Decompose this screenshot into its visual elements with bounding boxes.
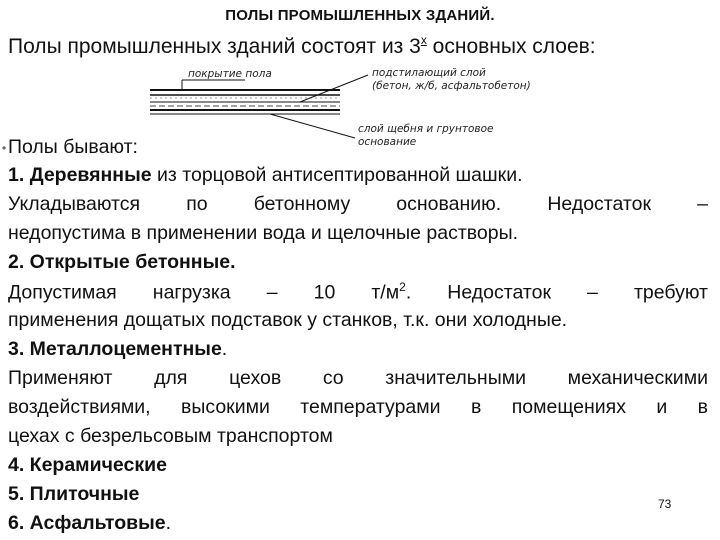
item-2-line-1b: . Недостаток – требуют (405, 281, 708, 304)
intro-text: Полы промышленных зданий состоят из 3 (8, 35, 421, 58)
item-1-line-2: Укладываются по бетонному основанию. Недостаток – (8, 193, 708, 215)
label-floor-covering: покрытие пола (188, 68, 272, 80)
item-3-title (8, 338, 227, 361)
label-gravel-layer: слой щебня и грунтовое (358, 123, 494, 135)
item-1-number: 1. (8, 164, 30, 186)
floors-heading: Полы бывают: (8, 136, 138, 158)
intro-line (8, 33, 596, 59)
item-3-line-3: цехах с безрельсовым транспортом (8, 425, 333, 447)
item-1-rest: из торцовой антисептированной шашки. (151, 164, 523, 186)
intro-superscript: х (420, 33, 427, 47)
item-3-line-2: воздействиями, высокими температурами в помещениях и в (8, 396, 708, 418)
item-3-title-text: 3. Металлоцементные (8, 338, 222, 360)
item-2-line-1 (8, 280, 708, 305)
intro-rest: основных слоев: (426, 35, 596, 58)
item-1-line-3: недопустима в применении вода и щелочные растворы. (8, 222, 519, 244)
item-5 (8, 483, 139, 506)
label-underlayer: подстилающий слой (372, 67, 486, 79)
bullet-mark: • (2, 141, 7, 155)
floor-layers-diagram (150, 62, 550, 160)
item-6 (8, 512, 171, 535)
page-number: 73 (658, 497, 672, 511)
item-6-title: 6. Асфальтовые (8, 512, 166, 534)
label-ground-base: основание (358, 136, 417, 148)
item-3-line-1: Применяют для цехов со значительными механическими (8, 367, 708, 389)
item-2-line-1a: Допустимая нагрузка – 10 т/м (8, 281, 400, 304)
item-2-title-text: 2. Открытые бетонные. (8, 251, 236, 273)
item-1-title: Деревянные (29, 164, 152, 186)
item-6-dot: . (165, 512, 172, 534)
item-1-line-1 (8, 164, 523, 187)
item-5-text: 5. Плиточные (8, 483, 140, 505)
slide-title: ПОЛЫ ПРОМЫШЛЕННЫХ ЗДАНИЙ. (225, 7, 495, 24)
label-underlayer-materials: (бетон, ж/б, асфальтобетон) (372, 80, 531, 92)
item-2-title (8, 251, 236, 274)
item-2-sup: 2 (399, 280, 406, 294)
item-4-text: 4. Керамические (8, 454, 167, 476)
item-2-line-2: применения дощатых подставок у станков, т.к. они холодные. (8, 309, 568, 331)
item-3-dot: . (221, 338, 228, 360)
item-4 (8, 454, 167, 477)
